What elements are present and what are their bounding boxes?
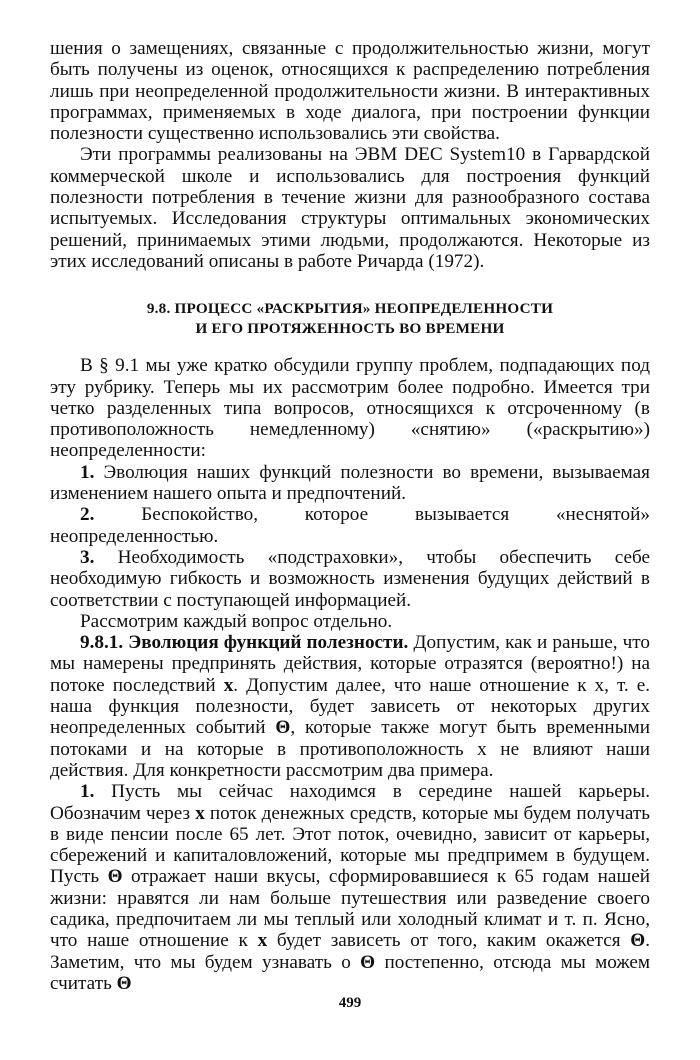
symbol-theta: Θ (107, 866, 123, 888)
symbol-x: x (257, 930, 268, 952)
list-item-3 (50, 547, 650, 611)
section-heading-line-2: И ЕГО ПРОТЯЖЕННОСТЬ ВО ВРЕМЕНИ (195, 320, 505, 338)
symbol-theta: Θ (360, 951, 376, 973)
symbol-x: x (195, 802, 205, 824)
example-1-text-5: . Заметим, что мы будем узнавать о (50, 930, 650, 973)
example-1-text-6: постепенно, отсюда мы можем считать (50, 951, 651, 994)
symbol-theta: Θ (630, 930, 646, 952)
example-1-text-2: поток денежных средств, которые мы будем получать в виде пенсии после 65 лет. Этот поток, очевидно, зависит от карьеры, сбережений и капиталовложений, которые мы предпримем в будущем. Пусть (50, 802, 651, 888)
subsection-text-3: , которые также могут быть временными потоками и на которые в противоположность x не влияют наши действия. Для конкретности рассмотрим два примера. (50, 717, 650, 781)
section-heading-line-1: 9.8. ПРОЦЕСС «РАСКРЫТИЯ» НЕОПРЕДЕЛЕННОСТИ (146, 300, 554, 318)
subsection-text-1: Допустим, как и раньше, что мы намерены предпринять действия, которые отразятся (вероятно!) на потоке последствий (50, 632, 651, 696)
list-item-2-number: 2. (80, 504, 95, 526)
list-item-1-number: 1. (80, 461, 95, 483)
example-1-paragraph (50, 781, 650, 994)
section-heading (50, 299, 650, 339)
paragraph-consider: Рассмотрим каждый вопрос отдельно. (80, 610, 393, 632)
example-1-number: 1. (80, 781, 95, 803)
list-item-2-text: Беспокойство, которое вызывается «неснятой» неопределенностью. (50, 504, 651, 547)
example-1-text-4: будет зависеть от того, каким окажется (276, 930, 621, 952)
symbol-x: x (223, 674, 234, 696)
example-1-text-1: Пусть мы сейчас находимся в середине нашей карьеры. Обозначим через (50, 781, 651, 824)
subsection-paragraph (50, 632, 650, 781)
list-item-1-text: Эволюция наших функций полезности во времени, вызываемая изменением нашего опыта и предпочтений. (50, 461, 650, 505)
example-1-text-3: отражает наши вкусы, сформировавшиеся к 65 годам нашей жизни: нравятся ли нам больше путешествия или разведение своего садика, предпочитаем ли мы теплый или холодный климат и т. п. Ясно, что наше отношение к (50, 866, 650, 952)
subsection-title: 9.8.1. Эволюция функций полезности. (80, 632, 409, 654)
paragraph-intro: В § 9.1 мы уже кратко обсудили группу проблем, подпадающих под эту рубрику. Теперь мы их рассмотрим более подробно. Имеется три четко разделенных типа вопросов, относящихся к отсроченному (в противоположность немедленному) «снятию» («раскрытию») неопределенности: (50, 355, 650, 462)
list-item-2 (50, 504, 650, 547)
list-item-1 (50, 462, 650, 505)
page-number: 499 (338, 995, 362, 1011)
symbol-theta: Θ (116, 972, 132, 994)
paragraph-programs: Эти программы реализованы на ЭВМ DEC System10 в Гарвардской коммерческой школе и использовались для построения функций полезности потребления в течение жизни для разнообразного состава испытуемых. Исследования структуры оптимальных экономических решений, принимаемых этими людьми, продолжаются. Некоторые из этих исследований описаны в работе Ричарда (1972). (50, 144, 650, 272)
subsection-text-2: . Допустим далее, что наше отношение к x, т. е. наша функция полезности, будет зависеть от некоторых других неопределенных событий (50, 674, 651, 739)
paragraph-continuation: шения о замещениях, связанные с продолжительностью жизни, могут быть получены из оценок, относящихся к распределению потребления лишь при неопределенной продолжительности жизни. В интерактивных программах, применяемых в ходе диалога, при построении функции полезности существенно использовались эти свойства. (50, 38, 650, 145)
list-item-3-text: Необходимость «подстраховки», чтобы обеспечить себе необходимую гибкость и возможность изменения будущих действий в соответствии с поступающей информацией. (50, 546, 650, 611)
symbol-theta: Θ (275, 717, 291, 739)
list-item-3-number: 3. (80, 546, 95, 568)
